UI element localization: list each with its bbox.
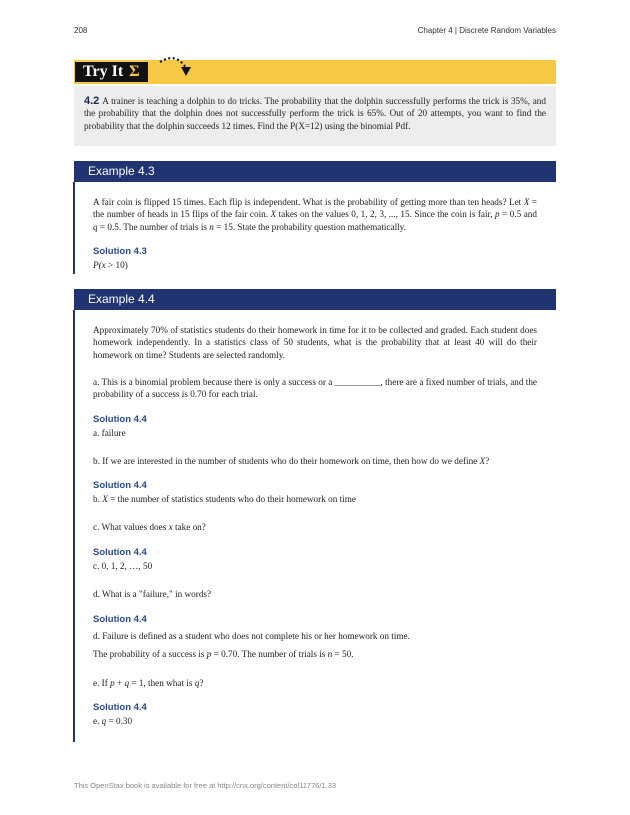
solution-4-4-e-heading: Solution 4.4 xyxy=(93,702,147,713)
solution-4-4-c-heading: Solution 4.4 xyxy=(93,547,147,558)
solution-4-4-a-heading: Solution 4.4 xyxy=(93,414,147,425)
solution-4-4-d: d. Failure is defined as a student who does not complete his or her homework on time. xyxy=(93,631,410,641)
try-it-problem xyxy=(84,95,546,132)
example-4-4-header xyxy=(74,289,556,310)
example-4-4-rule xyxy=(73,310,75,742)
solution-4-4-b-heading: Solution 4.4 xyxy=(93,480,147,491)
example-4-4-part-a: a. This is a binomial problem because there is only a success or a __________, there are a fixed number of trials, and the probability of a success is 0.70 for each trial. xyxy=(93,377,537,400)
example-4-4-part-c: c. What values does x take on? xyxy=(93,522,206,532)
solution-4-4-c: c. 0, 1, 2, …, 50 xyxy=(93,561,153,571)
solution-4-4-b: b. X = the number of statistics students who do their homework on time xyxy=(93,494,356,504)
try-it-label xyxy=(75,62,148,82)
sigma-icon: Σ xyxy=(129,63,140,80)
try-it-problem-text: A trainer is teaching a dolphin to do tricks. The probability that the dolphin successfully performs the trick is 35%, and the probability that the dolphin does not successfully perform the trick is 65%. Out of 20 attempts, you want to find the probability that the dolphin succeeds 12 times. Find the P(X=12) using the binomial Pdf. xyxy=(84,96,546,131)
solution-4-3-answer: P(x > 10) xyxy=(93,260,128,270)
chapter-title: Chapter 4 | Discrete Random Variables xyxy=(417,26,556,35)
solution-4-3-heading: Solution 4.3 xyxy=(93,246,147,257)
example-4-4-part-d: d. What is a "failure," in words? xyxy=(93,589,212,599)
example-4-3-rule xyxy=(73,182,75,274)
example-4-4-part-e: e. If p + q = 1, then what is q? xyxy=(93,678,204,688)
try-it-text: Try It xyxy=(83,63,124,80)
solution-4-4-d-heading: Solution 4.4 xyxy=(93,614,147,625)
example-4-3-title: Example 4.3 xyxy=(88,164,155,178)
example-4-3-problem: A fair coin is flipped 15 times. Each flip is independent. What is the probability of getting more than ten heads? Let X = the number of heads in 15 flips of the fair coin. X takes on the values 0, 1, 2, 3, ..., 15. Since the coin is fair, p = 0.5 and q = 0.5. The number of trials is n = 15. State the probability question mathematically. xyxy=(93,197,537,232)
example-4-4-title: Example 4.4 xyxy=(88,292,155,306)
page-header xyxy=(74,26,556,38)
dotted-arrow-icon xyxy=(158,54,194,82)
example-4-4-part-b: b. If we are interested in the number of students who do their homework on time, then how do we define X? xyxy=(93,456,490,466)
example-4-3-header xyxy=(74,161,556,182)
page-footer: This OpenStax book is available for free at http://cnx.org/content/col11776/1.33 xyxy=(74,781,337,790)
page-number: 208 xyxy=(74,26,88,35)
solution-4-4-a: a. failure xyxy=(93,428,126,438)
solution-4-4-e: e. q = 0.30 xyxy=(93,716,133,726)
try-it-number: 4.2 xyxy=(84,95,100,107)
example-4-4-intro: Approximately 70% of statistics students do their homework in time for it to be collected and graded. Each student does homework independently. In a statistics class of 50 students, what is the probability that at least 40 will do their homework on time? Students are selected randomly. xyxy=(93,325,537,360)
solution-4-4-d-detail: The probability of a success is p = 0.70. The number of trials is n = 50. xyxy=(93,649,354,659)
